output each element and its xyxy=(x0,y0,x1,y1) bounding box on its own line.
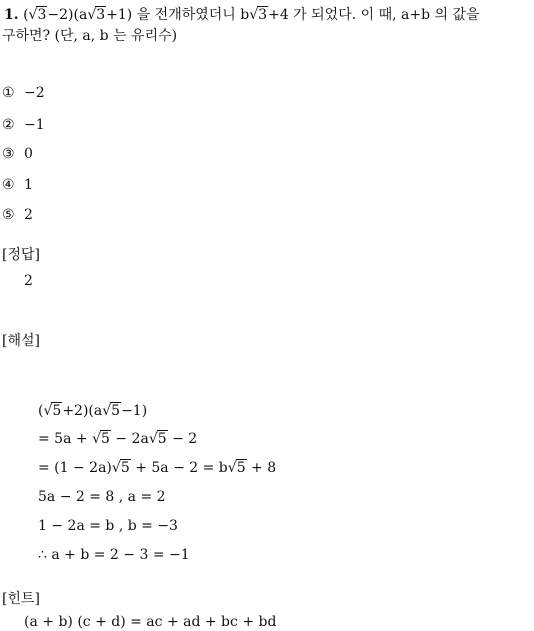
question-line-1 xyxy=(4,6,480,24)
sqrt-sign: √ xyxy=(148,431,158,447)
sqrt-sign: √ xyxy=(249,7,259,23)
choice-text: −1 xyxy=(24,117,45,133)
sqrt-sign: √ xyxy=(92,431,101,447)
sqrt-sign: √ xyxy=(102,403,112,419)
choice-1[interactable] xyxy=(2,84,45,102)
explanation-line-6: ∴ a + b = 2 − 3 = −1 xyxy=(38,547,190,563)
sqrt-sign: √ xyxy=(87,7,97,23)
choice-number: ⑤ xyxy=(2,207,15,223)
question-number: 1. xyxy=(4,7,19,23)
choice-text: 2 xyxy=(24,207,33,223)
explanation-line-2: = 5a + √5 − 2a√5 − 2 xyxy=(38,431,198,447)
question-line-2: 구하면? (단, a, b 는 유리수) xyxy=(2,28,178,44)
choice-number: ③ xyxy=(2,146,15,162)
answer-label: [정답] xyxy=(2,247,40,263)
sqrt-sign: √ xyxy=(28,7,38,23)
hint-label: [힌트] xyxy=(2,591,40,607)
choice-4[interactable] xyxy=(2,176,33,194)
explanation-line-4: 5a − 2 = 8 , a = 2 xyxy=(38,489,166,505)
explanation-label: [해설] xyxy=(2,333,40,349)
sqrt-sign: √ xyxy=(43,403,53,419)
choice-text: −2 xyxy=(24,85,45,101)
choice-5[interactable] xyxy=(2,206,33,224)
hint-text: (a + b) (c + d) = ac + ad + bc + bd xyxy=(24,614,277,630)
choice-number: ④ xyxy=(2,177,15,193)
sqrt-sign: √ xyxy=(227,460,237,476)
sqrt-sign: √ xyxy=(111,460,121,476)
choice-text: 0 xyxy=(24,146,33,162)
choice-2[interactable] xyxy=(2,116,45,134)
explanation-line-5: 1 − 2a = b , b = −3 xyxy=(38,518,178,534)
explanation-line-3: = (1 − 2a)√5 + 5a − 2 = b√5 + 8 xyxy=(38,460,277,476)
choice-number: ② xyxy=(2,117,15,133)
explanation-line-1: (√5+2)(a√5−1) xyxy=(38,403,148,419)
choice-number: ① xyxy=(2,85,15,101)
question-expression: (√3−2)(a√3+1) 을 전개하였더니 b√3+4 가 되었다. 이 때, a+b 의 값을 xyxy=(23,7,480,23)
answer-value: 2 xyxy=(24,273,33,289)
choice-text: 1 xyxy=(24,177,33,193)
choice-3[interactable] xyxy=(2,145,33,163)
